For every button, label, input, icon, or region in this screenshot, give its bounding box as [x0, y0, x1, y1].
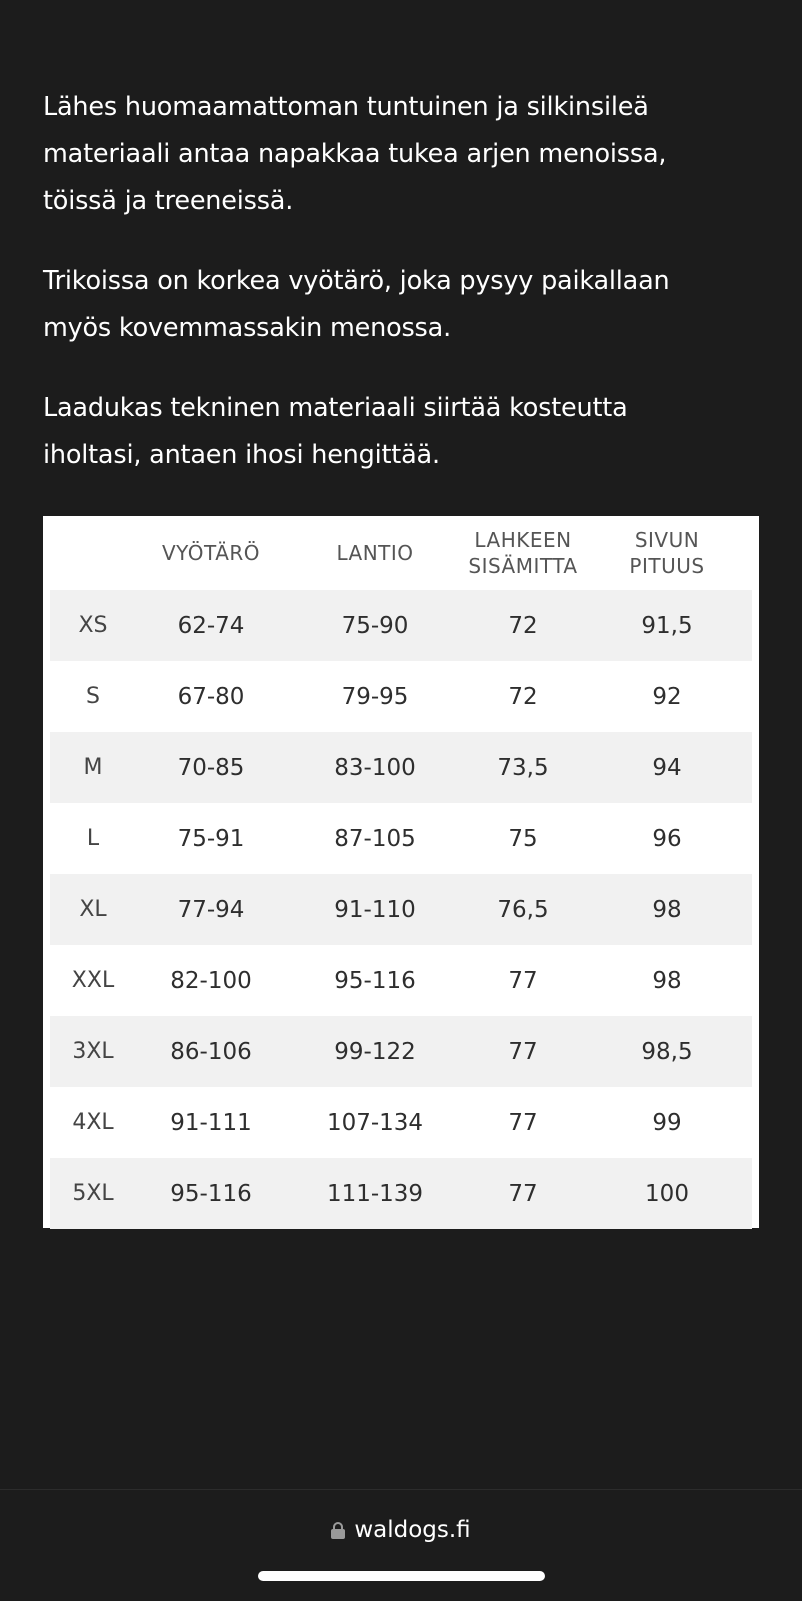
size-table-body	[50, 590, 752, 1229]
cell-side-length: 98	[582, 874, 752, 945]
cell-waist: 91-111	[170, 1109, 252, 1136]
cell-waist: 77-94	[136, 874, 286, 945]
cell-inseam: 72	[508, 683, 538, 710]
cell-hip: 95-116	[334, 967, 416, 994]
description-paragraph-2: Trikoissa on korkea vyötärö, joka pysyy paikallaan myös kovemmassakin menossa.	[43, 266, 670, 343]
size-table-header	[50, 516, 752, 590]
cell-waist: 75-91	[177, 825, 245, 852]
header-inseam: LAHKEEN SISÄMITTA	[468, 528, 578, 578]
size-table	[50, 516, 752, 1229]
cell-waist: 86-106	[136, 1016, 286, 1087]
home-indicator[interactable]	[258, 1571, 545, 1581]
cell-inseam: 75	[508, 825, 538, 852]
cell-waist: 70-85	[136, 732, 286, 803]
cell-side-length: 91,5	[582, 590, 752, 661]
cell-hip: 91-110	[286, 874, 464, 945]
cell-hip: 111-139	[286, 1158, 464, 1229]
cell-inseam: 77	[508, 1109, 538, 1136]
cell-size: S	[86, 684, 100, 709]
cell-size: XS	[50, 590, 136, 661]
table-row	[50, 1016, 752, 1087]
description-paragraph-1: Lähes huomaamattoman tuntuinen ja silkinsileä materiaali antaa napakkaa tukea arjen menoissa, töissä ja treeneissä.	[43, 92, 667, 216]
cell-hip: 87-105	[334, 825, 416, 852]
table-row	[50, 945, 752, 1016]
cell-inseam: 73,5	[464, 732, 582, 803]
cell-size: 5XL	[50, 1158, 136, 1229]
address-bar[interactable]	[0, 1510, 802, 1550]
cell-size: M	[50, 732, 136, 803]
table-row	[50, 874, 752, 945]
size-chart	[43, 516, 759, 1228]
cell-waist: 62-74	[136, 590, 286, 661]
description-paragraph-3: Laadukas tekninen materiaali siirtää kosteutta iholtasi, antaen ihosi hengittää.	[43, 393, 628, 470]
url-text[interactable]: waldogs.fi	[354, 1517, 471, 1543]
lock-icon	[331, 1522, 345, 1538]
cell-inseam: 77	[508, 967, 538, 994]
table-row	[50, 1087, 752, 1158]
header-hip: LANTIO	[336, 541, 414, 565]
cell-size: L	[86, 826, 100, 851]
cell-side-length: 92	[652, 683, 682, 710]
cell-side-length: 98	[652, 967, 682, 994]
cell-side-length: 100	[582, 1158, 752, 1229]
cell-inseam: 72	[464, 590, 582, 661]
cell-inseam: 77	[464, 1016, 582, 1087]
header-size	[50, 516, 136, 590]
cell-hip: 107-134	[326, 1109, 424, 1136]
cell-hip: 75-90	[286, 590, 464, 661]
table-row	[50, 590, 752, 661]
cell-side-length: 94	[582, 732, 752, 803]
cell-hip: 99-122	[286, 1016, 464, 1087]
table-row	[50, 803, 752, 874]
cell-inseam: 76,5	[464, 874, 582, 945]
cell-side-length: 99	[652, 1109, 682, 1136]
cell-side-length: 98,5	[582, 1016, 752, 1087]
cell-size: 3XL	[50, 1016, 136, 1087]
cell-hip: 79-95	[341, 683, 409, 710]
cell-side-length: 96	[652, 825, 682, 852]
table-row	[50, 661, 752, 732]
cell-waist: 95-116	[136, 1158, 286, 1229]
header-waist: VYÖTÄRÖ	[161, 541, 261, 565]
cell-size: 4XL	[72, 1110, 114, 1135]
header-side-length: SIVUN PITUUS	[629, 528, 705, 578]
cell-waist: 82-100	[170, 967, 252, 994]
table-row	[50, 1158, 752, 1229]
cell-waist: 67-80	[177, 683, 245, 710]
table-row	[50, 732, 752, 803]
product-description	[43, 84, 763, 479]
cell-size: XL	[50, 874, 136, 945]
cell-inseam: 77	[464, 1158, 582, 1229]
cell-hip: 83-100	[286, 732, 464, 803]
cell-size: XXL	[71, 968, 115, 993]
